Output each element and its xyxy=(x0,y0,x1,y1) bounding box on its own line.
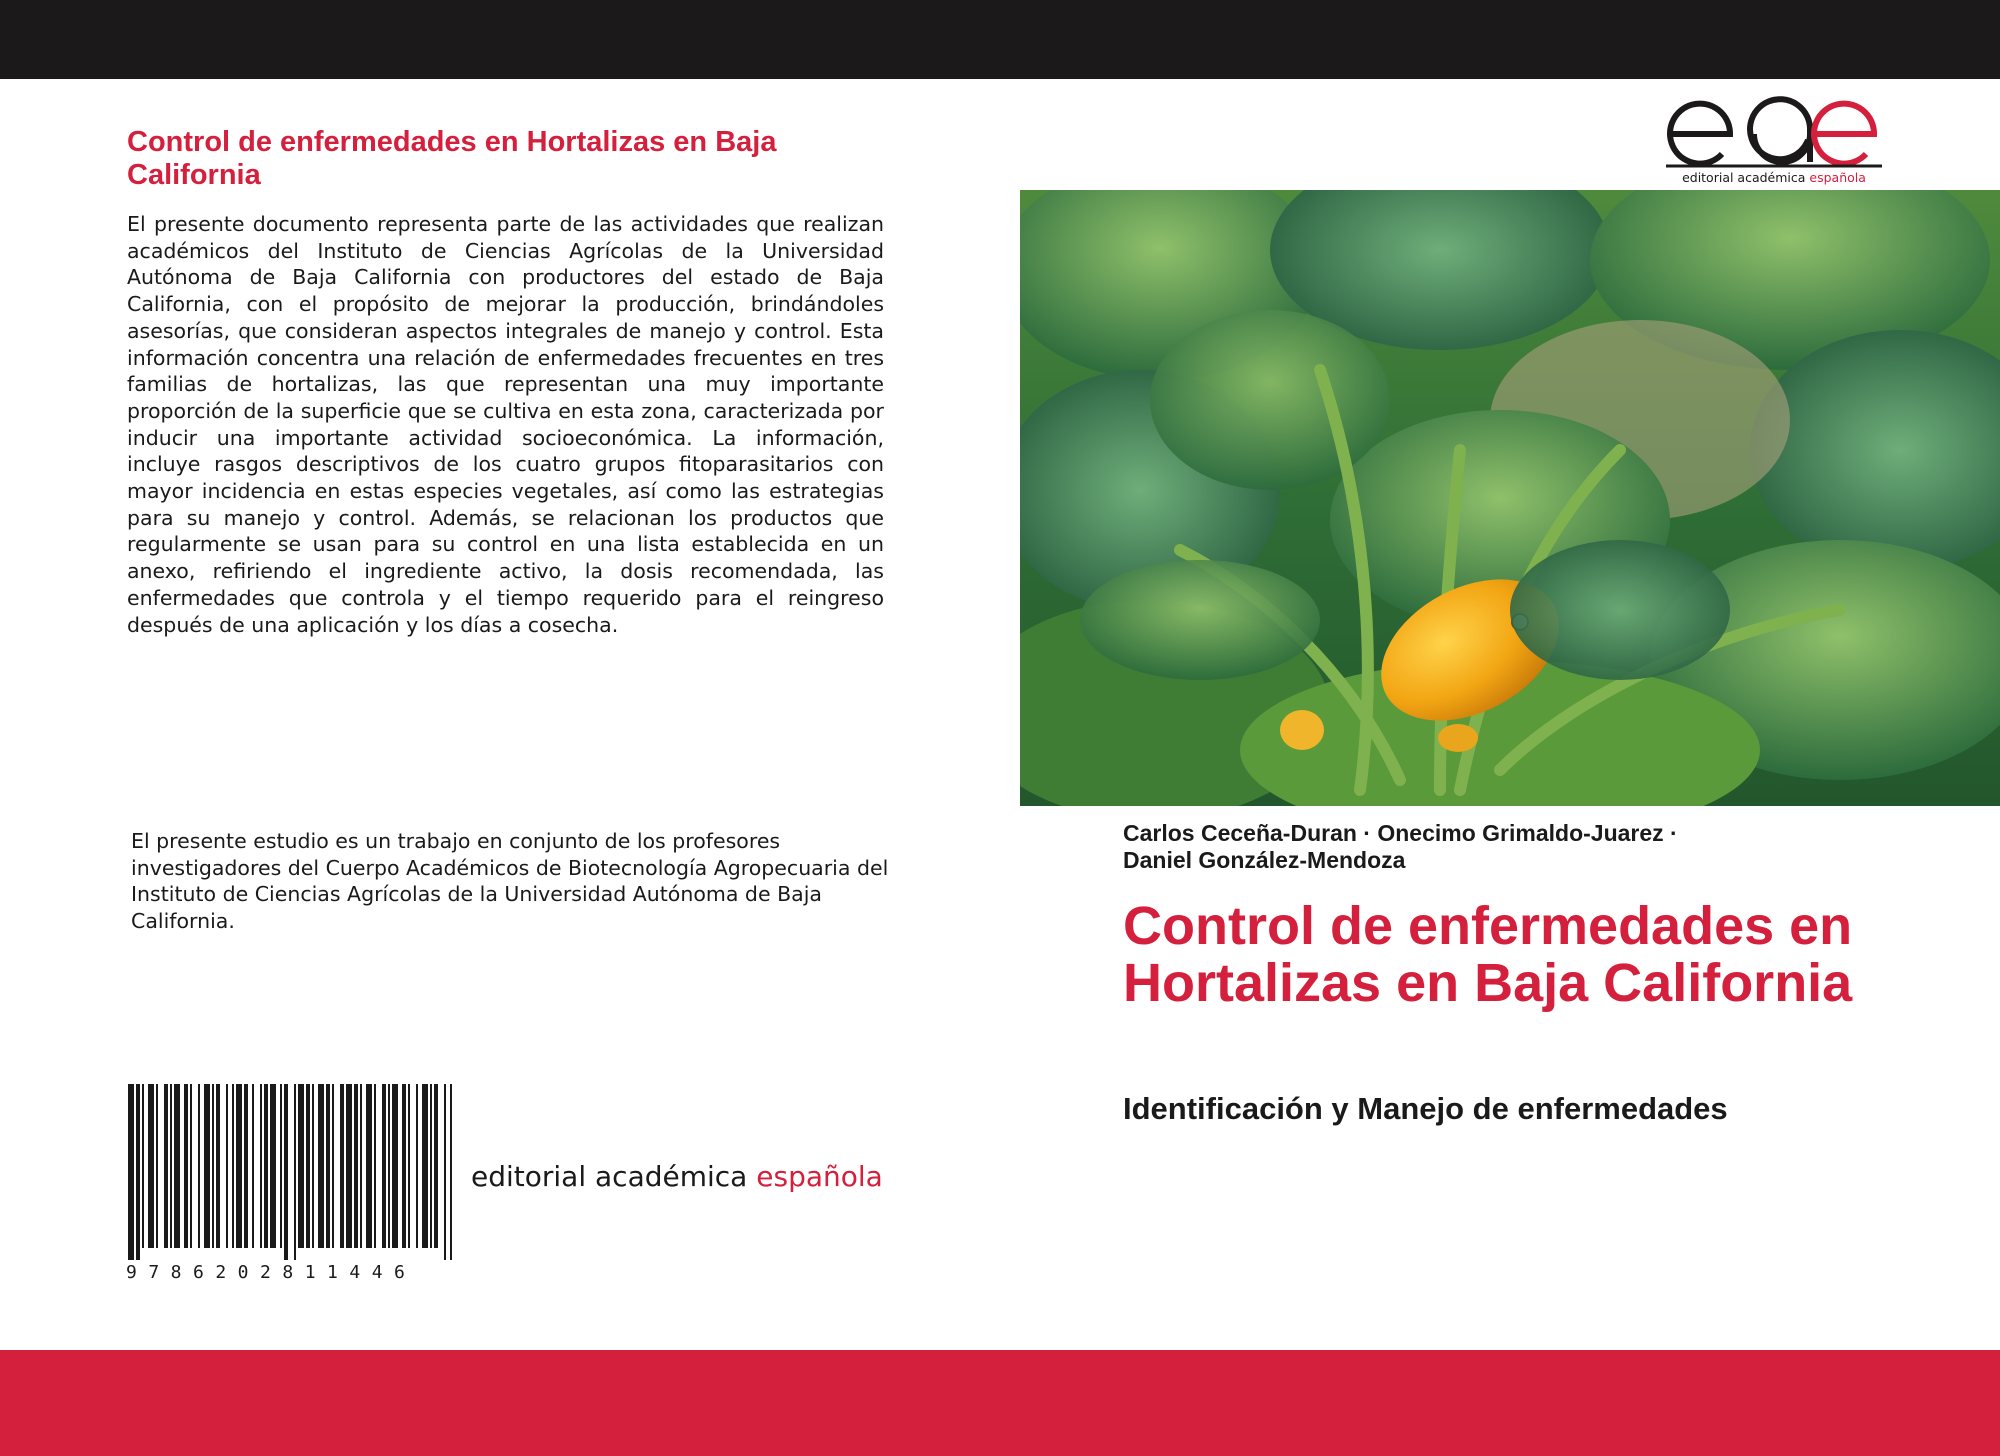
barcode-bar xyxy=(136,1084,140,1260)
barcode-bar xyxy=(374,1084,376,1248)
barcode-bar xyxy=(332,1084,334,1248)
back-cover-title: Control de enfermedades en Hortalizas en Baja California xyxy=(127,126,777,191)
barcode-bar xyxy=(346,1084,352,1248)
barcode-bar xyxy=(244,1084,248,1248)
isbn-barcode xyxy=(126,1084,456,1284)
publisher-accent: española xyxy=(756,1160,883,1193)
barcode-bar xyxy=(284,1084,288,1260)
barcode-bar xyxy=(430,1084,432,1248)
top-band xyxy=(0,0,2000,79)
publisher-imprint xyxy=(471,1160,883,1193)
author-note: El presente estudio es un trabajo en conjunto de los profesores investigadores del Cuerpo Académicos de Biotecnología Agropecuaria del Instituto de Ciencias Agrícolas de la Universidad Autónoma de Baja California. xyxy=(131,829,889,933)
barcode-bar xyxy=(204,1084,210,1248)
barcode-bar xyxy=(422,1084,428,1248)
eae-logo-icon xyxy=(1660,96,1888,168)
barcode-bar xyxy=(264,1084,268,1248)
barcode-bar xyxy=(270,1084,276,1248)
barcode-icon xyxy=(126,1084,456,1260)
barcode-bar xyxy=(312,1084,314,1248)
barcode-bar xyxy=(212,1084,214,1248)
squash-plant-photo xyxy=(1020,190,2000,806)
barcode-bar xyxy=(184,1084,188,1248)
barcode-bar xyxy=(306,1084,310,1248)
publisher-name: editorial académica xyxy=(471,1160,748,1193)
cover-photo xyxy=(1020,190,2000,806)
barcode-bar xyxy=(402,1084,406,1248)
front-cover-subtitle: Identificación y Manejo de enfermedades xyxy=(1123,1091,1728,1126)
isbn-digits: 9786202811446 xyxy=(126,1262,417,1283)
bottom-band xyxy=(0,1350,2000,1456)
barcode-bar xyxy=(318,1084,324,1248)
barcode-bar xyxy=(252,1084,254,1248)
barcode-bar xyxy=(128,1084,134,1260)
barcode-bar xyxy=(392,1084,398,1248)
publisher-logo xyxy=(1660,96,1888,188)
barcode-bar xyxy=(174,1084,180,1248)
authors-line-1: Carlos Ceceña-Duran · Onecimo Grimaldo-Juarez · xyxy=(1123,820,1678,846)
barcode-bar xyxy=(354,1084,358,1248)
barcode-bar xyxy=(416,1084,418,1248)
barcode-bar xyxy=(340,1084,344,1248)
barcode-bar xyxy=(226,1084,228,1248)
barcode-bar xyxy=(156,1084,158,1248)
barcode-bar xyxy=(294,1084,296,1260)
logo-caption-name: editorial académica xyxy=(1682,170,1806,185)
barcode-bar xyxy=(164,1084,168,1248)
barcode-bar xyxy=(236,1084,242,1248)
barcode-bar xyxy=(382,1084,386,1248)
barcode-bar xyxy=(444,1084,446,1260)
barcode-bar xyxy=(434,1084,438,1248)
barcode-bar xyxy=(148,1084,154,1248)
authors xyxy=(1123,820,1943,874)
barcode-bar xyxy=(388,1084,390,1248)
barcode-bar xyxy=(170,1084,172,1248)
barcode-bar xyxy=(198,1084,200,1248)
authors-line-2: Daniel González-Mendoza xyxy=(1123,847,1406,873)
logo-caption xyxy=(1660,170,1888,185)
barcode-bar xyxy=(280,1084,282,1248)
barcode-bar xyxy=(450,1084,452,1260)
logo-caption-accent: española xyxy=(1809,170,1866,185)
barcode-bar xyxy=(260,1084,262,1248)
barcode-bar xyxy=(366,1084,372,1248)
back-cover-description: El presente documento representa parte de las actividades que realizan académicos del Instituto de Ciencias Agrícolas de la Universidad Autónoma de Baja California con productores del estado de Baja California, con el propósito de mejorar la producción, brindándoles asesorías, que consideran aspectos integrales de manejo y control. Esta información concentra una relación de enfermedades frecuentes en tres familias de hortalizas, las que representan una muy importante proporción de la superficie que se cultiva en esta zona, caracterizada por inducir una importante actividad socioeconómica. La información, incluye rasgos descriptivos de los cuatro grupos fitoparasitarios con mayor incidencia en estas especies vegetales, así como las estrategias para su manejo y control. Además, se relacionan los productos que regularmente se usan para su control en una lista establecida en un anexo, refiriendo el ingrediente activo, la dosis recomendada, las enfermedades que controla y el tiempo requerido para el reingreso después de una aplicación y los días a cosecha. xyxy=(127,212,884,637)
front-cover-title: Control de enfermedades en Hortalizas en Baja California xyxy=(1123,896,1853,1013)
barcode-bar xyxy=(232,1084,234,1248)
barcode-bar xyxy=(190,1084,192,1248)
barcode-bar xyxy=(216,1084,220,1248)
barcode-bar xyxy=(408,1084,410,1248)
barcode-bar xyxy=(360,1084,362,1248)
barcode-bar xyxy=(142,1084,144,1248)
barcode-bar xyxy=(326,1084,330,1248)
barcode-bar xyxy=(298,1084,304,1248)
